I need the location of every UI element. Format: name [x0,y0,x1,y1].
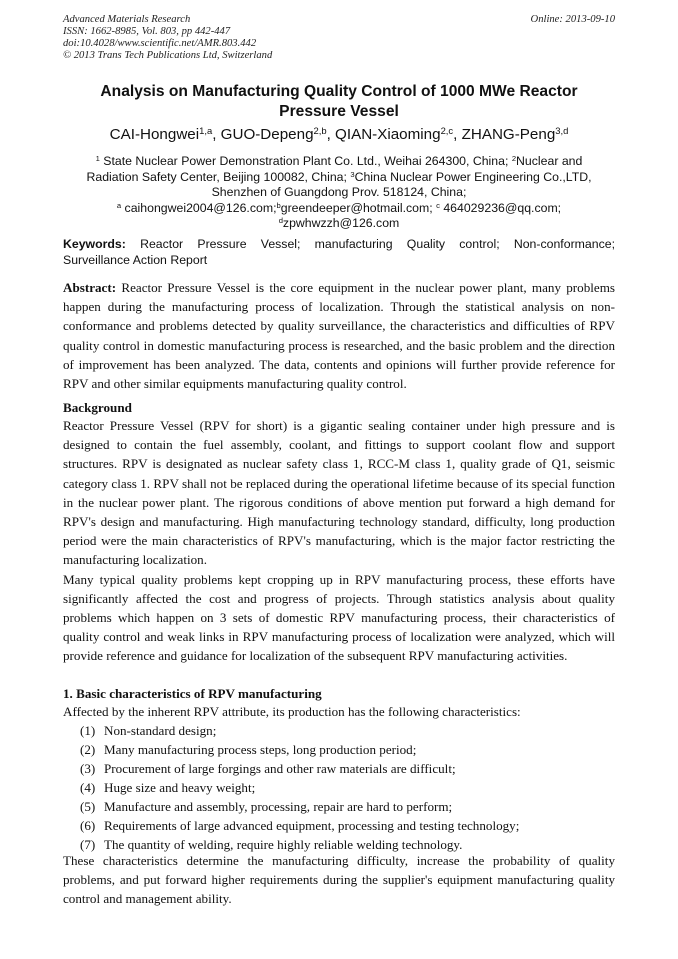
email-d[interactable]: zpwhwzzh@126.com [282,216,400,230]
list-item-text: The quantity of welding, require highly reliable welding technology. [104,837,463,852]
abstract-block [63,278,615,393]
author-separator: , [212,126,221,143]
paper-title [63,82,615,122]
issn-line: ISSN: 1662-8985, Vol. 803, pp 442-447 [63,26,231,37]
affiliation-3: China Nuclear Power Engineering Co.,LTD, Shenzhen of Guangdong Prov. 518124, China; [211,169,592,199]
list-item-number: (7) [80,837,96,852]
keywords-line-2: Surveillance Action Report [63,252,208,267]
author-separator: , [453,126,462,143]
keywords-text: Reactor Pressure Vessel; manufacturing Quality control; Non-conformance; [125,237,615,251]
list-item [80,778,615,797]
list-item-number: (2) [80,742,96,757]
characteristics-list [80,721,615,854]
affiliation-2: Nuclear and Radiation Safety Center, Beijing 100082, China; [86,154,583,184]
email-mark: a [116,200,122,210]
title-line-1: Analysis on Manufacturing Quality Control of 1000 MWe Reactor [100,83,578,100]
keywords-line-1 [63,237,615,253]
keywords-label: Keywords: [63,237,126,251]
list-item-number: (4) [80,780,96,795]
online-date: Online: 2013-09-10 [530,14,615,25]
email-mark: d [278,215,283,225]
affiliations [70,154,608,232]
affiliation-mark: 2 [511,153,517,163]
author-name: ZHANG-Peng [461,126,556,143]
list-item [80,759,615,778]
email-c[interactable]: 464029236@qq.com; [439,200,562,215]
keywords-block [63,237,615,268]
email-mark: c [436,200,440,210]
list-item-number: (6) [80,818,96,833]
author-list [63,126,615,144]
affiliation-1: State Nuclear Power Demonstration Plant Co. Ltd., Weihai 264300, China; [99,154,512,168]
author-name: GUO-Depeng [220,126,314,143]
list-item-number: (5) [80,799,96,814]
section-1-intro: Affected by the inherent RPV attribute, its production has the following characteristics: [63,704,521,719]
background-body [63,416,615,666]
background-paragraph-1: Reactor Pressure Vessel (RPV for short) is a gigantic sealing container under high pressure and is designed to contain the fuel assembly, coolant, and fittings to support coolant flow and support structures. RPV is designated as nuclear safety class 1, RCC-M class 1, quality grade of Q1, seismic category class 1. RPV shall not be replaced during the operational lifetime because of its special function in the nuclear power plant. The rigorous conditions of above mention put forward a high demand for RPV's design and manufacturing. High manufacturing technology standard, difficulty, long production period were the main characteristics of RPV's manufacturing, which is the major factor restricting the manufacturing localization. [63,418,615,568]
list-item-text: Many manufacturing process steps, long production period; [104,742,417,757]
list-item [80,797,615,816]
list-item-text: Non-standard design; [104,723,217,738]
section-1-heading: 1. Basic characteristics of RPV manufacturing [63,686,322,701]
background-heading: Background [63,400,132,415]
title-line-2: Pressure Vessel [279,103,399,120]
affiliation-mark: 1 [95,153,100,163]
list-item-text: Huge size and heavy weight; [104,780,256,795]
abstract-paragraph [63,278,615,393]
list-item-number: (1) [80,723,96,738]
copyright-line: © 2013 Trans Tech Publications Ltd, Switzerland [63,50,273,61]
list-item [80,816,615,835]
list-item [80,721,615,740]
journal-header [63,14,615,62]
author-separator: , [326,126,336,143]
email-b[interactable]: greendeeper@hotmail.com; [280,200,437,215]
author-affiliation-mark: 2,c [440,124,454,136]
email-a[interactable]: caihongwei2004@126.com; [121,200,277,215]
list-item-text: Procurement of large forgings and other raw materials are difficult; [104,761,456,776]
list-item-text: Requirements of large advanced equipment, processing and testing technology; [104,818,520,833]
author-affiliation-mark: 3,d [555,124,569,136]
list-item-text: Manufacture and assembly, processing, repair are hard to perform; [104,799,453,814]
journal-name: Advanced Materials Research [63,14,191,25]
list-item-number: (3) [80,761,96,776]
list-item [80,740,615,759]
affiliation-mark: 3 [350,169,355,179]
author-name: CAI-Hongwei [109,126,200,143]
abstract-label: Abstract: [63,280,117,295]
author-affiliation-mark: 2,b [313,124,327,136]
email-mark: b [276,200,281,210]
section-1-closing [63,851,615,909]
closing-paragraph: These characteristics determine the manufacturing difficulty, increase the probability of quality problems, and put forward higher requirements during the supplier's equipment manufacturing quality control and management ability. [63,853,615,907]
author-affiliation-mark: 1,a [199,124,213,136]
author-name: QIAN-Xiaoming [335,126,441,143]
doi-link[interactable]: doi:10.4028/www.scientific.net/AMR.803.442 [63,38,257,49]
abstract-text: Reactor Pressure Vessel is the core equipment in the nuclear power plant, many problems happen during the manufacturing process of localization. Through the statistical analysis on non-conformance and problems detected by quality surveillance, the characteristics and difficulties of RPV quality control in domestic manufacturing process is researched, and the basic problem and the direction of improvement has been analyzed. The data, contents and opinions will further provide reference for RPV and other similar equipments manufacturing quality control. [63,280,615,392]
background-paragraph-2: Many typical quality problems kept cropping up in RPV manufacturing process, these efforts have significantly affected the cost and progress of projects. Through statistics analysis about quality problems which happen on 3 sets of domestic RPV manufacturing process, their characteristics of quality control and weak links in RPV manufacturing process of localization were analyzed, which will provide reference and guidance for localization of the subsequent RPV manufacturing activities. [63,571,615,664]
